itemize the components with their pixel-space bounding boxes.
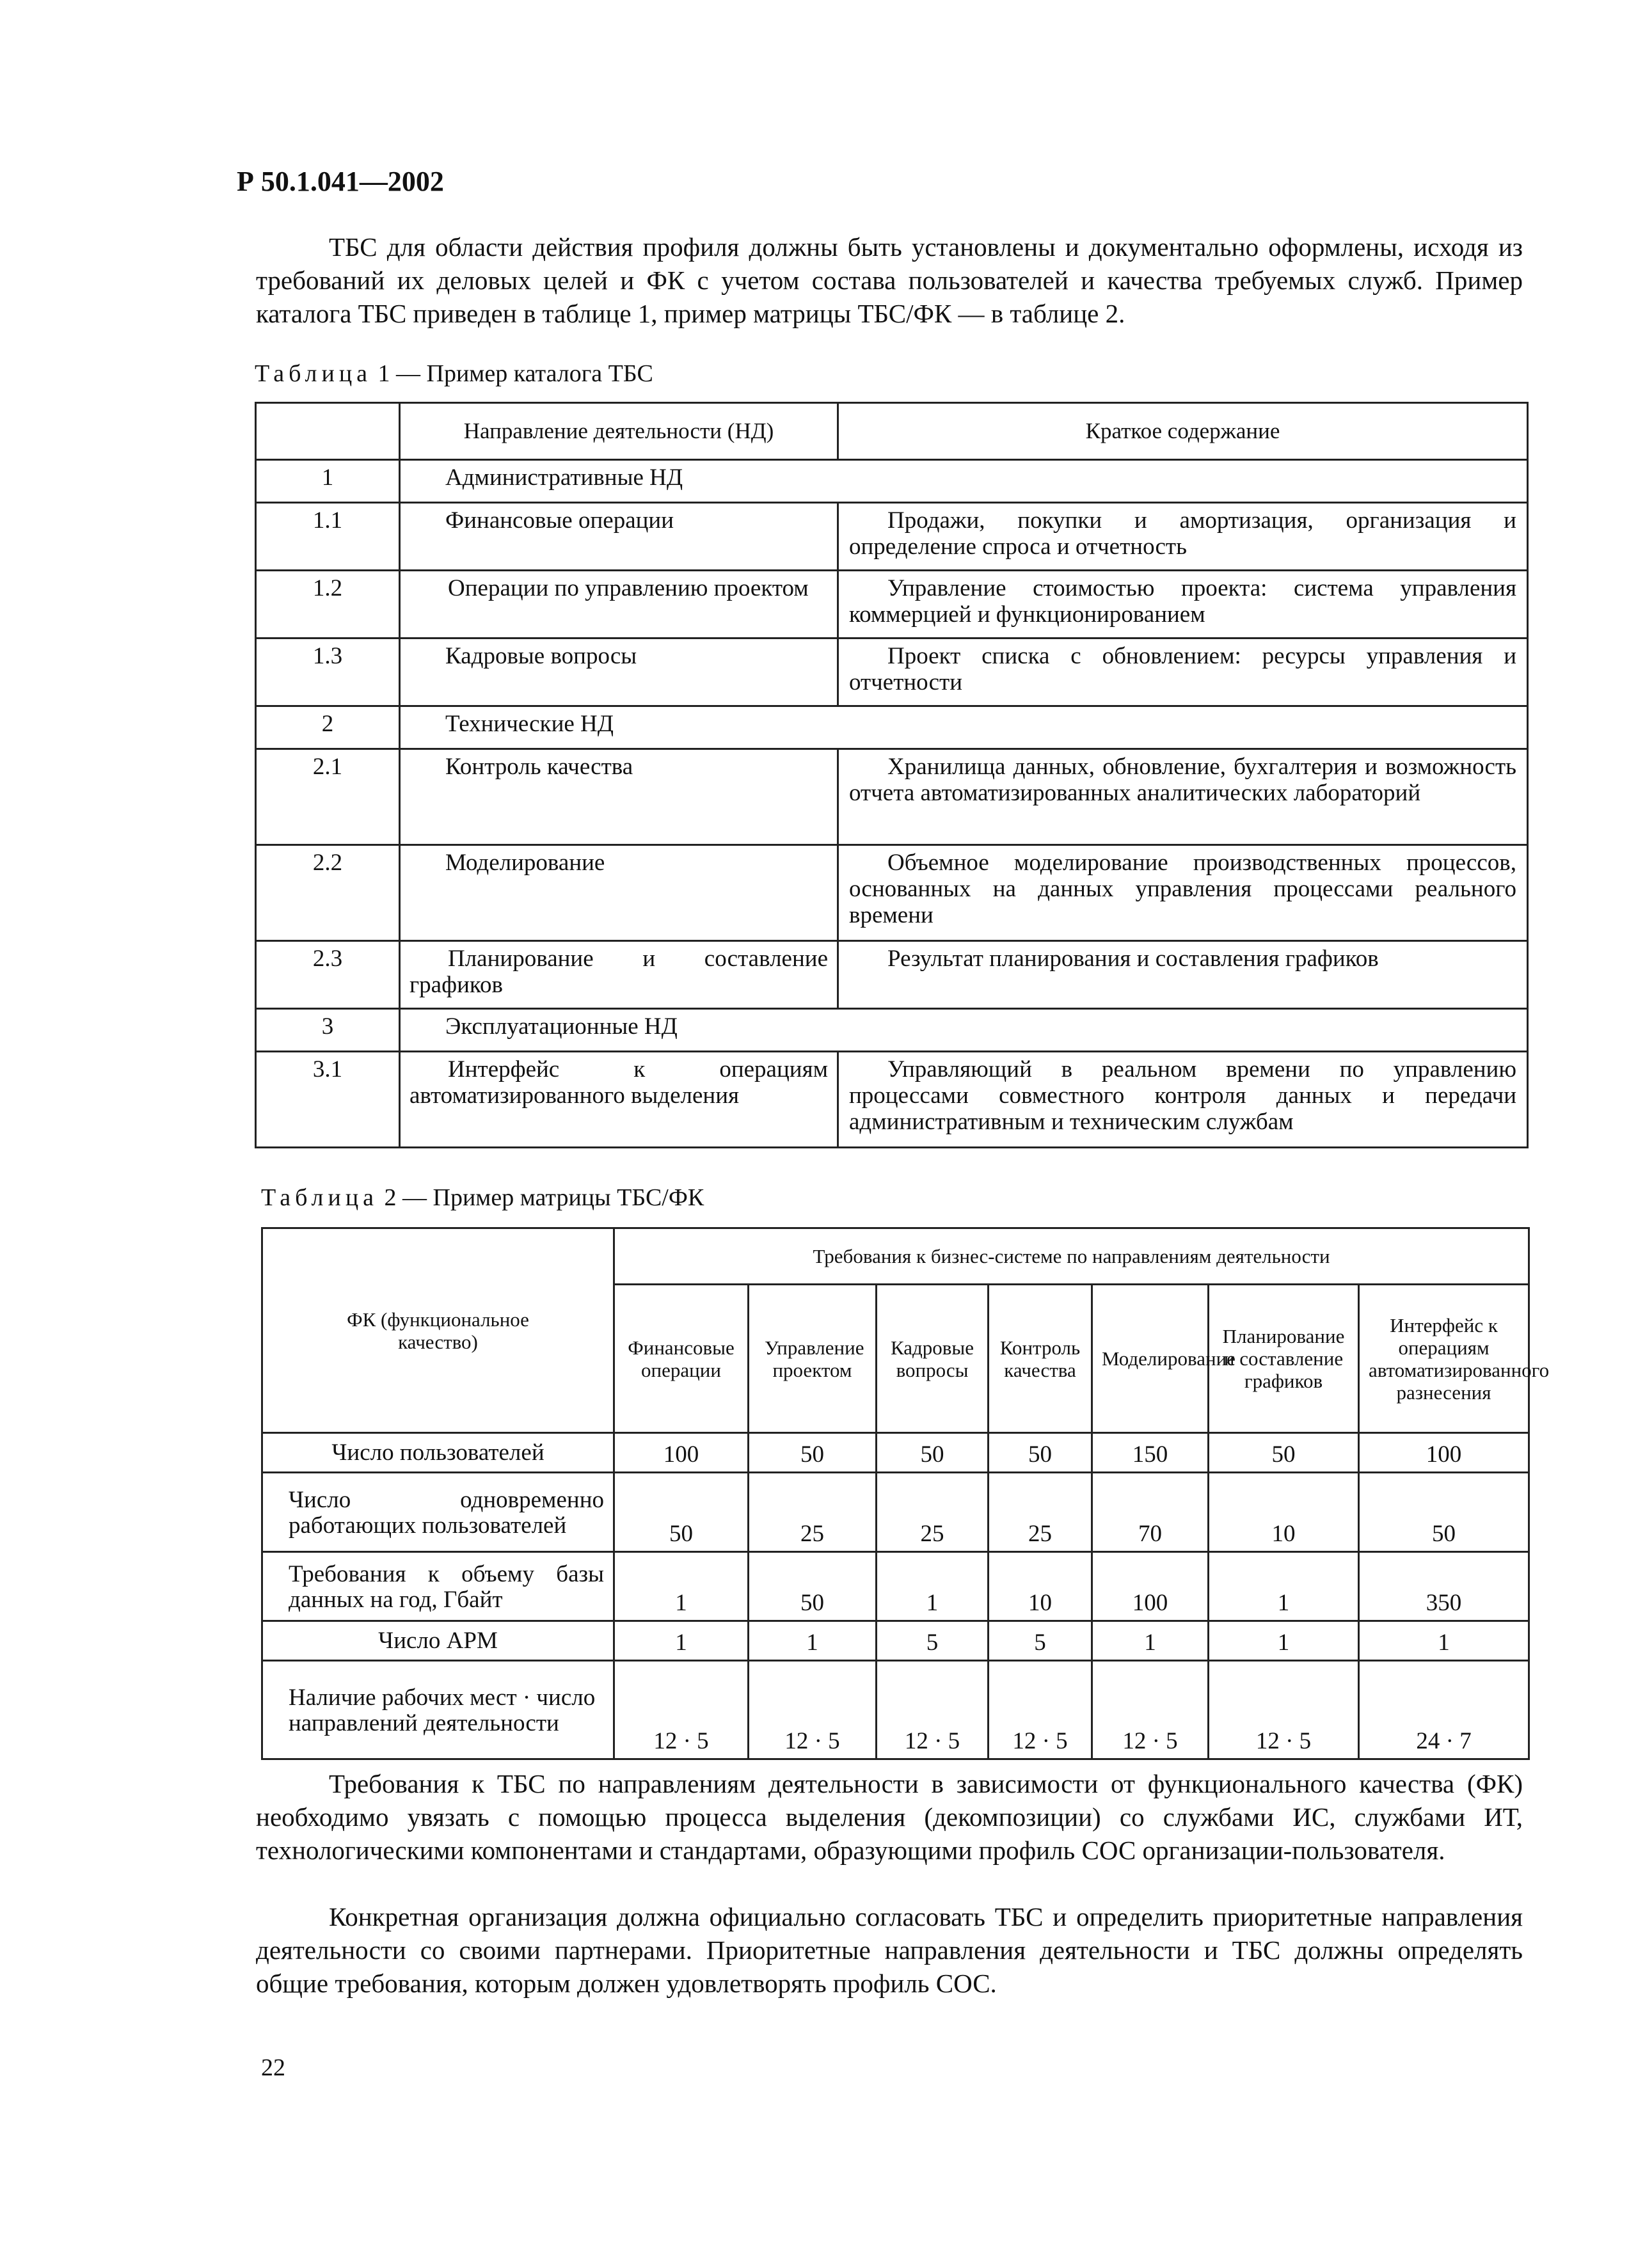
table-row: [256, 1052, 1528, 1148]
table-header-row: [256, 403, 1528, 460]
table-row: [256, 460, 1528, 503]
table-row: [256, 706, 1528, 749]
cell-value: 100: [614, 1433, 749, 1473]
row-number: 3: [256, 1009, 400, 1052]
column-header: Финансовые операции: [614, 1285, 749, 1433]
cell-value: 25: [989, 1473, 1092, 1552]
cell-value: 12 · 5: [614, 1661, 749, 1759]
column-header: Кадровые вопросы: [877, 1285, 989, 1433]
row-label: Наличие рабочих мест · число направлений деятельности: [262, 1661, 614, 1759]
row-summary: Результат планирования и составления графиков: [838, 941, 1528, 1009]
cell-value: 12 · 5: [1209, 1661, 1359, 1759]
row-number: 1.1: [256, 503, 400, 571]
table-row: [256, 503, 1528, 571]
row-summary: Хранилища данных, обновление, бухгалтерия и возможность отчета автоматизированных аналитических лабораторий: [838, 749, 1528, 845]
row-number: 3.1: [256, 1052, 400, 1148]
cell-value: 100: [1359, 1433, 1529, 1473]
cell-value: 50: [749, 1552, 877, 1621]
column-header: Интерфейс к операциям автоматизированного разнесения: [1359, 1285, 1529, 1433]
cell-value: 1: [614, 1552, 749, 1621]
cell-value: 50: [877, 1433, 989, 1473]
cell-value: 5: [989, 1621, 1092, 1661]
header-summary: Краткое содержание: [838, 403, 1528, 460]
group-header: Требования к бизнес-системе по направлениям деятельности: [614, 1228, 1529, 1285]
cell-value: 50: [989, 1433, 1092, 1473]
table-row: [262, 1621, 1529, 1661]
document-designation: Р 50.1.041—2002: [237, 166, 444, 197]
header-number: [256, 403, 400, 460]
row-number: 2.2: [256, 845, 400, 941]
page-number: 22: [261, 2054, 285, 2081]
row-summary: Управление стоимостью проекта: система управления коммерцией и функционированием: [838, 571, 1528, 638]
intro-text: ТБС для области действия профиля должны быть установлены и документально оформлены, исходя из требований их деловых целей и ФК с учетом состава пользователей и качества требуемых служб. Пример каталога ТБС приведен в таблице 1, пример матрицы ТБС/ФК — в таблице 2.: [256, 232, 1523, 328]
row-direction: Контроль качества: [400, 749, 838, 845]
header-direction: Направление деятельности (НД): [400, 403, 838, 460]
section-title: Эксплуатационные НД: [400, 1009, 1528, 1052]
column-header: Контроль качества: [989, 1285, 1092, 1433]
cell-value: 1: [877, 1552, 989, 1621]
column-header: Управление проектом: [749, 1285, 877, 1433]
cell-value: 50: [614, 1473, 749, 1552]
row-summary: Продажи, покупки и амортизация, организация и определение спроса и отчетность: [838, 503, 1528, 571]
row-label: Число АРМ: [262, 1621, 614, 1661]
cell-value: 100: [1092, 1552, 1209, 1621]
cell-value: 50: [1209, 1433, 1359, 1473]
column-header: Планирование и составление графиков: [1209, 1285, 1359, 1433]
cell-value: 1: [614, 1621, 749, 1661]
row-direction: Кадровые вопросы: [400, 638, 838, 706]
cell-value: 70: [1092, 1473, 1209, 1552]
cell-value: 12 · 5: [1092, 1661, 1209, 1759]
table1-caption: Таблица 1 — Пример каталога ТБС: [255, 360, 653, 387]
cell-value: 1: [749, 1621, 877, 1661]
row-number: 1.3: [256, 638, 400, 706]
section-title: Технические НД: [400, 706, 1528, 749]
row-summary: Проект списка с обновлением: ресурсы управления и отчетности: [838, 638, 1528, 706]
table2-caption: Таблица 2 — Пример матрицы ТБС/ФК: [261, 1184, 704, 1211]
cell-value: 5: [877, 1621, 989, 1661]
cell-value: 150: [1092, 1433, 1209, 1473]
cell-value: 24 · 7: [1359, 1661, 1529, 1759]
cell-value: 1: [1209, 1552, 1359, 1621]
table-row: [256, 941, 1528, 1009]
table-row: [262, 1552, 1529, 1621]
row-direction: Операции по управлению проектом: [400, 571, 838, 638]
row-summary: Объемное моделирование производственных процессов, основанных на данных управления процессами реального времени: [838, 845, 1528, 941]
row-direction: Интерфейс к операциям автоматизированного выделения: [400, 1052, 838, 1148]
cell-value: 50: [749, 1433, 877, 1473]
row-direction: Моделирование: [400, 845, 838, 941]
row-label: Число пользователей: [262, 1433, 614, 1473]
table-row: [256, 638, 1528, 706]
cell-value: 12 · 5: [877, 1661, 989, 1759]
body-paragraph-1: Требования к ТБС по направлениям деятельности в зависимости от функционального качества (ФК) необходимо увязать с помощью процесса выделения (декомпозиции) со службами ИС, службами ИТ, технологическими компонентами и стандартами, образующими профиль СОС организации-пользователя.: [256, 1769, 1523, 1865]
row-label: Требования к объему базы данных на год, Гбайт: [262, 1552, 614, 1621]
row-label: Число одновременно работающих пользователей: [262, 1473, 614, 1552]
table-row: [262, 1661, 1529, 1759]
cell-value: 1: [1359, 1621, 1529, 1661]
cell-value: 25: [749, 1473, 877, 1552]
row-number: 2: [256, 706, 400, 749]
table-row: [256, 749, 1528, 845]
row-number: 1.2: [256, 571, 400, 638]
row-summary: Управляющий в реальном времени по управлению процессами совместного контроля данных и передачи административным и техническим службам: [838, 1052, 1528, 1148]
section-title: Административные НД: [400, 460, 1528, 503]
table-row: [262, 1473, 1529, 1552]
tbs-catalog-table: [255, 402, 1529, 1148]
cell-value: 50: [1359, 1473, 1529, 1552]
cell-value: 1: [1092, 1621, 1209, 1661]
column-header: Моделирование: [1092, 1285, 1209, 1433]
fk-corner-header: ФК (функциональное качество): [262, 1228, 614, 1433]
row-number: 2.1: [256, 749, 400, 845]
intro-paragraph: [256, 230, 1523, 330]
cell-value: 1: [1209, 1621, 1359, 1661]
table-row: [256, 1009, 1528, 1052]
table-row: [256, 571, 1528, 638]
body-paragraph-2: Конкретная организация должна официально согласовать ТБС и определить приоритетные направления деятельности со своими партнерами. Приоритетные направления деятельности и ТБС должны определять общие требования, которым должен удовлетворять профиль СОС.: [256, 1902, 1523, 1998]
row-direction: Финансовые операции: [400, 503, 838, 571]
table-row: [256, 845, 1528, 941]
group-header-row: [262, 1228, 1529, 1285]
cell-value: 10: [1209, 1473, 1359, 1552]
cell-value: 350: [1359, 1552, 1529, 1621]
table-row: [262, 1433, 1529, 1473]
cell-value: 10: [989, 1552, 1092, 1621]
cell-value: 12 · 5: [989, 1661, 1092, 1759]
row-direction: Планирование и составление графиков: [400, 941, 838, 1009]
tbs-fk-matrix-table: [261, 1227, 1550, 1760]
cell-value: 25: [877, 1473, 989, 1552]
row-number: 1: [256, 460, 400, 503]
cell-value: 12 · 5: [749, 1661, 877, 1759]
row-number: 2.3: [256, 941, 400, 1009]
